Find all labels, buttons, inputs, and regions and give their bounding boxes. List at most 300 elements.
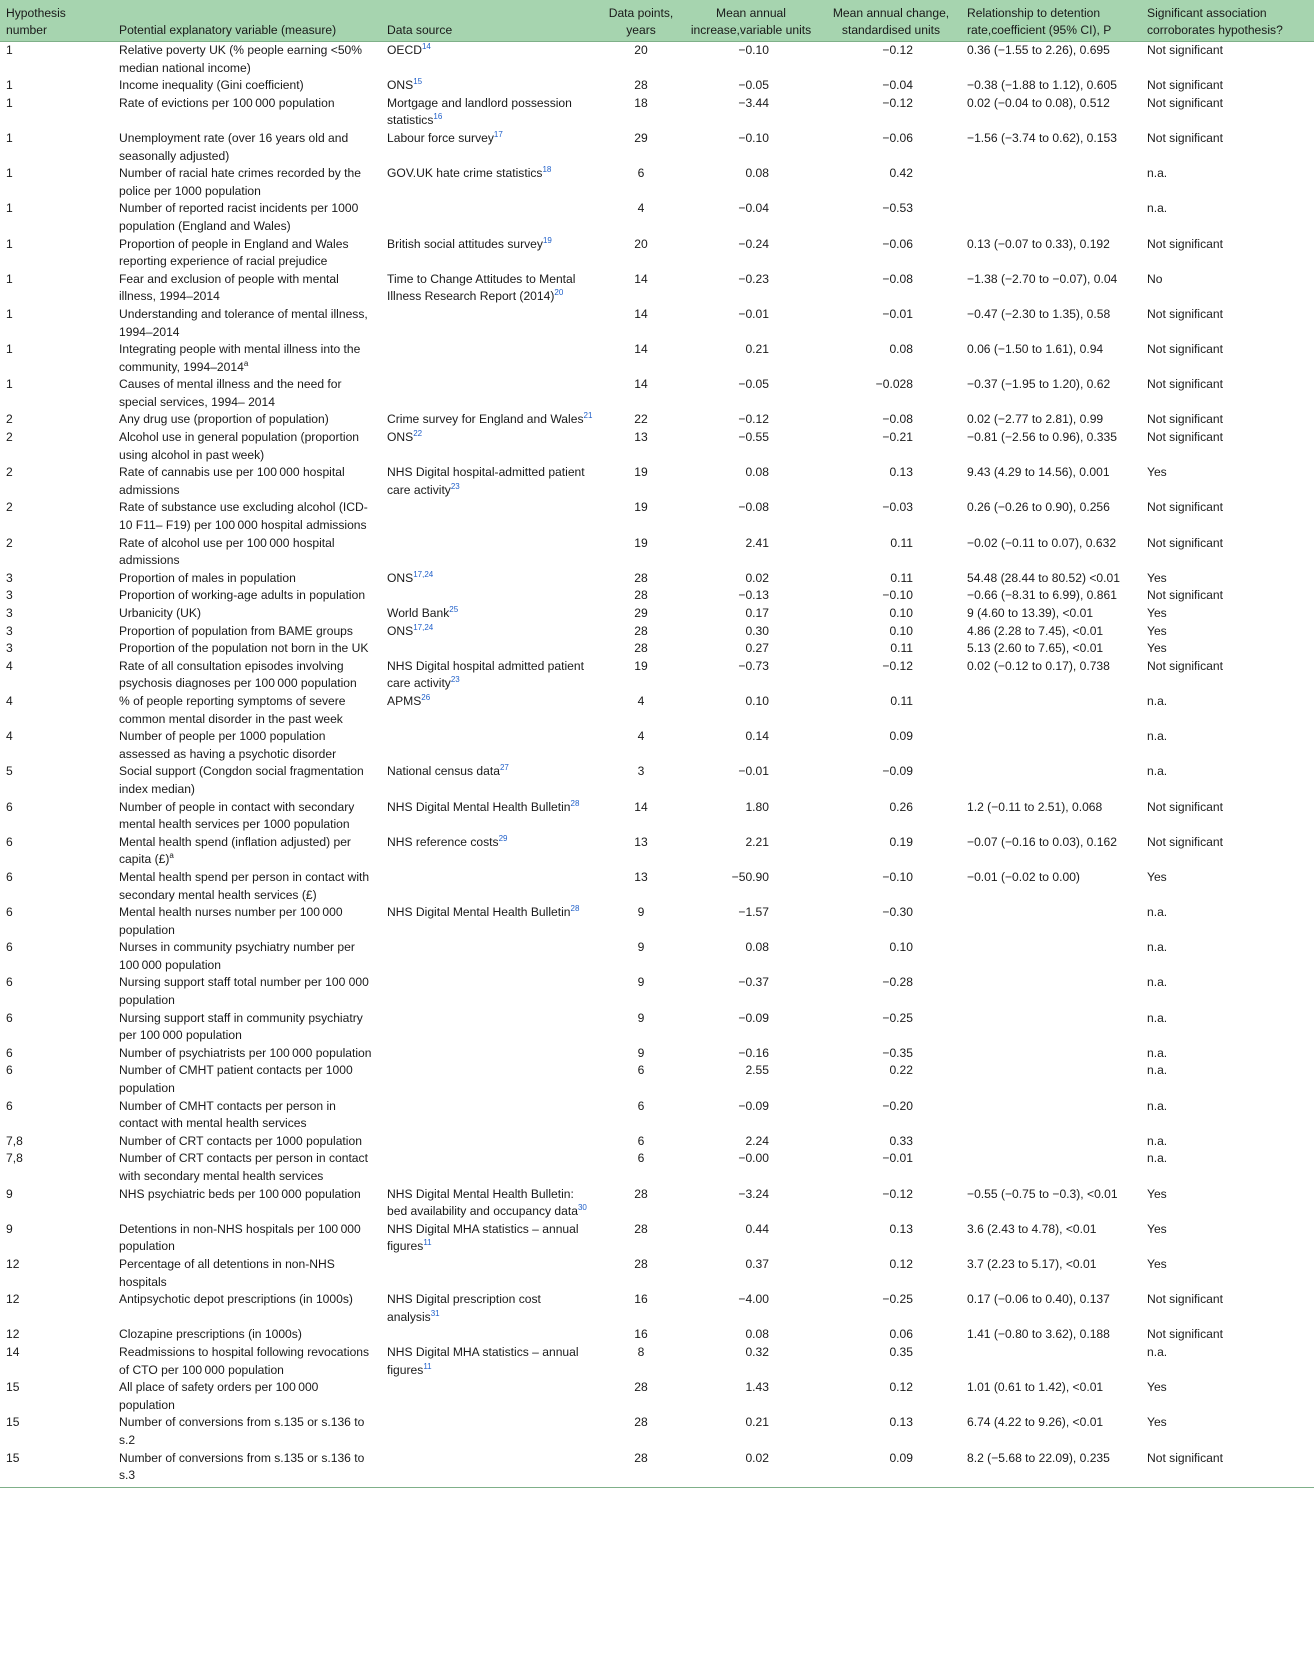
- header-mean-annual-increase: Mean annual increase,variable units: [681, 0, 821, 42]
- cell-variable: [113, 658, 381, 693]
- cell-significance: [1141, 499, 1314, 534]
- cell-data-points-text: 19: [634, 465, 648, 480]
- cell-mean-change-text: −0.35: [882, 1045, 913, 1060]
- table-row: [0, 904, 1314, 939]
- cell-significance: [1141, 728, 1314, 763]
- cell-significance-text: n.a.: [1147, 1045, 1168, 1060]
- cell-data-source-text: NHS Digital MHA statistics – annual figures: [387, 1221, 579, 1254]
- cell-mean-change: [821, 1062, 961, 1097]
- cell-relationship: [961, 1414, 1141, 1449]
- cell-significance-text: Not significant: [1147, 1327, 1223, 1342]
- header-data-points: Data points, years: [601, 0, 681, 42]
- cell-hypothesis: [0, 95, 113, 130]
- cell-data-source-text: ONS: [387, 570, 414, 585]
- cell-variable: [113, 1450, 381, 1488]
- cell-mean-increase: [681, 1186, 821, 1221]
- cell-data-source: [381, 306, 601, 341]
- cell-variable-text: Mental health spend (inflation adjusted) per capita (£): [119, 834, 351, 867]
- cell-relationship: [961, 306, 1141, 341]
- cell-variable-text: Understanding and tolerance of mental illness, 1994–2014: [119, 306, 368, 339]
- table-row: [0, 939, 1314, 974]
- cell-mean-increase: [681, 1291, 821, 1326]
- cell-variable-text: Number of CMHT patient contacts per 1000 population: [119, 1063, 353, 1096]
- cell-variable: [113, 535, 381, 570]
- cell-data-source: [381, 1344, 601, 1379]
- cell-data-points: [601, 236, 681, 271]
- table-row: [0, 1098, 1314, 1133]
- cell-data-source: [381, 693, 601, 728]
- cell-mean-change: [821, 1256, 961, 1291]
- cell-data-points: [601, 1186, 681, 1221]
- cell-mean-change: [821, 904, 961, 939]
- table-row: [0, 341, 1314, 376]
- cell-mean-change: [821, 236, 961, 271]
- cell-mean-change-text: 0.12: [889, 1256, 913, 1271]
- cell-data-points: [601, 939, 681, 974]
- cell-hypothesis: [0, 1062, 113, 1097]
- cell-data-points-text: 18: [634, 95, 648, 110]
- cell-significance-text: Not significant: [1147, 306, 1223, 321]
- cell-relationship: [961, 834, 1141, 869]
- cell-variable-text: Number of people in contact with secondary mental health services per 1000 population: [119, 799, 355, 832]
- cell-data-points: [601, 728, 681, 763]
- cell-data-source: [381, 77, 601, 95]
- cell-mean-increase: [681, 728, 821, 763]
- cell-mean-change-text: −0.08: [882, 412, 913, 427]
- cell-mean-increase: [681, 271, 821, 306]
- cell-variable: [113, 341, 381, 376]
- cell-mean-change: [821, 464, 961, 499]
- cell-variable-text: Integrating people with mental illness into the community, 1994–2014: [119, 342, 361, 374]
- cell-relationship-text: 3.6 (2.43 to 4.78), <0.01: [967, 1221, 1097, 1236]
- cell-mean-increase: [681, 1010, 821, 1045]
- cell-significance-text: n.a.: [1147, 905, 1168, 920]
- cell-mean-change: [821, 693, 961, 728]
- cell-data-source: [381, 165, 601, 200]
- cell-data-source: [381, 1062, 601, 1097]
- cell-variable-text: Income inequality (Gini coefficient): [119, 78, 304, 93]
- table-row: [0, 605, 1314, 623]
- cell-data-points-text: 28: [634, 1256, 648, 1271]
- cell-significance: [1141, 939, 1314, 974]
- cell-mean-increase: [681, 1045, 821, 1063]
- cell-mean-change-text: 0.11: [890, 693, 913, 708]
- cell-mean-increase-text: −0.09: [738, 1098, 769, 1113]
- cell-mean-increase-text: 0.32: [745, 1344, 769, 1359]
- cell-data-points-text: 28: [634, 78, 648, 93]
- cell-data-source: [381, 130, 601, 165]
- cell-significance-text: Yes: [1147, 570, 1167, 585]
- cell-data-points-text: 13: [634, 834, 648, 849]
- cell-significance-text: n.a.: [1147, 1010, 1168, 1025]
- cell-variable-text: Number of psychiatrists per 100 000 population: [119, 1045, 372, 1060]
- cell-data-points-text: 28: [634, 641, 648, 656]
- cell-relationship: [961, 1133, 1141, 1151]
- cell-mean-change-text: 0.12: [889, 1380, 913, 1395]
- cell-data-source-text: GOV.UK hate crime statistics: [387, 166, 543, 181]
- cell-significance-text: Not significant: [1147, 1450, 1223, 1465]
- cell-data-points: [601, 376, 681, 411]
- cell-relationship: [961, 271, 1141, 306]
- cell-data-points-text: 4: [637, 729, 645, 744]
- cell-mean-change-text: 0.09: [889, 729, 913, 744]
- cell-significance-text: n.a.: [1147, 693, 1168, 708]
- cell-hypothesis-text: 6: [6, 799, 13, 814]
- cell-hypothesis: [0, 799, 113, 834]
- cell-mean-change-text: 0.10: [889, 940, 913, 955]
- cell-variable: [113, 1291, 381, 1326]
- cell-relationship-text: 0.02 (−2.77 to 2.81), 0.99: [967, 412, 1104, 427]
- cell-relationship: [961, 728, 1141, 763]
- cell-hypothesis: [0, 1291, 113, 1326]
- cell-significance-text: n.a.: [1147, 1344, 1168, 1359]
- cell-significance: [1141, 1150, 1314, 1185]
- cell-data-points-text: 9: [637, 940, 645, 955]
- table-row: [0, 411, 1314, 429]
- cell-significance: [1141, 1133, 1314, 1151]
- reference-link[interactable]: 17: [493, 129, 503, 139]
- cell-relationship: [961, 200, 1141, 235]
- cell-significance: [1141, 130, 1314, 165]
- cell-mean-change-text: −0.12: [882, 658, 913, 673]
- cell-data-points-text: 29: [634, 130, 648, 145]
- cell-mean-change-text: 0.09: [889, 1450, 913, 1465]
- cell-variable: [113, 1150, 381, 1185]
- cell-relationship: [961, 77, 1141, 95]
- cell-variable-text: Readmissions to hospital following revocations of CTO per 100 000 population: [119, 1344, 370, 1377]
- cell-mean-increase-text: 0.08: [745, 166, 769, 181]
- cell-relationship-text: 1.01 (0.61 to 1.42), <0.01: [967, 1380, 1104, 1395]
- cell-mean-increase-text: −0.37: [738, 975, 769, 990]
- cell-mean-change: [821, 411, 961, 429]
- cell-mean-increase-text: −0.16: [738, 1045, 769, 1060]
- header-relationship-coefficient: [961, 0, 1141, 42]
- cell-data-source: [381, 1450, 601, 1488]
- cell-data-source: [381, 834, 601, 869]
- cell-data-points-text: 28: [634, 623, 648, 638]
- cell-significance-text: Yes: [1147, 1415, 1167, 1430]
- cell-relationship: [961, 130, 1141, 165]
- cell-significance: [1141, 376, 1314, 411]
- cell-data-points-text: 6: [637, 1151, 645, 1166]
- reference-link[interactable]: 21: [583, 411, 593, 421]
- cell-hypothesis: [0, 640, 113, 658]
- cell-relationship: [961, 904, 1141, 939]
- cell-data-source: [381, 535, 601, 570]
- cell-mean-increase: [681, 904, 821, 939]
- cell-relationship: [961, 42, 1141, 78]
- cell-significance: [1141, 306, 1314, 341]
- cell-data-source: [381, 1150, 601, 1185]
- cell-data-source: [381, 658, 601, 693]
- cell-significance: [1141, 1098, 1314, 1133]
- cell-mean-increase: [681, 605, 821, 623]
- cell-mean-change: [821, 376, 961, 411]
- cell-mean-change: [821, 587, 961, 605]
- table-body: [0, 42, 1314, 1488]
- cell-data-points-text: 20: [634, 236, 648, 251]
- cell-mean-increase-text: 0.30: [745, 623, 769, 638]
- cell-mean-change: [821, 658, 961, 693]
- cell-mean-change-text: 0.26: [889, 799, 913, 814]
- cell-hypothesis: [0, 1221, 113, 1256]
- cell-mean-change: [821, 1414, 961, 1449]
- cell-mean-increase-text: −0.73: [738, 658, 769, 673]
- cell-variable: [113, 411, 381, 429]
- cell-data-points: [601, 869, 681, 904]
- cell-data-source: [381, 95, 601, 130]
- reference-link[interactable]: 31: [430, 1308, 440, 1318]
- cell-hypothesis-text: 15: [6, 1380, 20, 1395]
- cell-significance: [1141, 605, 1314, 623]
- cell-hypothesis: [0, 429, 113, 464]
- cell-relationship: [961, 799, 1141, 834]
- cell-hypothesis-text: 6: [6, 834, 13, 849]
- cell-mean-change: [821, 200, 961, 235]
- cell-mean-change-text: 0.33: [889, 1133, 913, 1148]
- cell-data-source-text: NHS Digital hospital admitted patient care activity: [387, 658, 584, 691]
- cell-significance-text: Not significant: [1147, 95, 1223, 110]
- cell-data-source-text: World Bank: [387, 606, 450, 620]
- cell-relationship: [961, 640, 1141, 658]
- cell-relationship: [961, 411, 1141, 429]
- cell-data-points: [601, 974, 681, 1009]
- cell-hypothesis: [0, 1133, 113, 1151]
- reference-link[interactable]: 23: [450, 481, 460, 491]
- cell-mean-increase: [681, 1221, 821, 1256]
- cell-significance-text: Yes: [1147, 1186, 1167, 1201]
- cell-hypothesis-text: 2: [6, 465, 13, 480]
- cell-data-source: [381, 1291, 601, 1326]
- cell-mean-change: [821, 939, 961, 974]
- table-row: [0, 693, 1314, 728]
- cell-relationship-text: −0.66 (−8.31 to 6.99), 0.861: [967, 588, 1117, 603]
- cell-data-points: [601, 1450, 681, 1488]
- table-row: [0, 623, 1314, 641]
- cell-variable: [113, 1379, 381, 1414]
- cell-data-points: [601, 1098, 681, 1133]
- cell-hypothesis: [0, 763, 113, 798]
- reference-link[interactable]: 28: [570, 904, 580, 914]
- cell-mean-increase: [681, 130, 821, 165]
- cell-variable: [113, 200, 381, 235]
- cell-mean-increase-text: −0.24: [738, 236, 769, 251]
- cell-variable: [113, 236, 381, 271]
- cell-mean-change-text: −0.10: [882, 588, 913, 603]
- cell-mean-increase: [681, 499, 821, 534]
- cell-relationship-text: 9 (4.60 to 13.39), <0.01: [967, 606, 1094, 620]
- cell-data-source: [381, 411, 601, 429]
- cell-relationship: [961, 1062, 1141, 1097]
- cell-relationship-text: 0.26 (−0.26 to 0.90), 0.256: [967, 500, 1110, 515]
- cell-relationship: [961, 1291, 1141, 1326]
- cell-mean-increase: [681, 1344, 821, 1379]
- cell-data-points: [601, 1221, 681, 1256]
- cell-data-points: [601, 499, 681, 534]
- cell-hypothesis-text: 6: [6, 975, 13, 990]
- cell-mean-increase-text: −0.00: [738, 1151, 769, 1166]
- cell-relationship: [961, 763, 1141, 798]
- reference-link[interactable]: 22: [413, 429, 423, 439]
- cell-significance: [1141, 640, 1314, 658]
- cell-mean-increase: [681, 341, 821, 376]
- reference-link[interactable]: 17,24: [413, 569, 434, 579]
- cell-mean-increase-text: 0.02: [745, 570, 769, 585]
- table-row: [0, 1221, 1314, 1256]
- cell-hypothesis: [0, 1326, 113, 1344]
- cell-relationship: [961, 1010, 1141, 1045]
- cell-mean-change: [821, 429, 961, 464]
- cell-mean-increase: [681, 77, 821, 95]
- reference-link[interactable]: 25: [449, 605, 459, 614]
- reference-link[interactable]: 27: [499, 763, 509, 773]
- cell-mean-increase: [681, 165, 821, 200]
- cell-data-source: [381, 1221, 601, 1256]
- cell-hypothesis: [0, 623, 113, 641]
- cell-mean-increase-text: −0.09: [738, 1010, 769, 1025]
- cell-relationship-text: −0.55 (−0.75 to −0.3), <0.01: [967, 1186, 1118, 1201]
- cell-relationship-text: −0.47 (−2.30 to 1.35), 0.58: [967, 306, 1111, 321]
- cell-mean-change: [821, 165, 961, 200]
- cell-variable-text: Any drug use (proportion of population): [119, 412, 329, 427]
- reference-link[interactable]: 11: [423, 1238, 432, 1248]
- cell-mean-increase-text: −4.00: [738, 1292, 769, 1307]
- cell-variable: [113, 271, 381, 306]
- reference-link[interactable]: 23: [450, 675, 460, 685]
- cell-variable-text: Fear and exclusion of people with mental illness, 1994–2014: [119, 271, 339, 304]
- cell-data-points-text: 6: [637, 1098, 645, 1113]
- cell-mean-increase-text: 0.21: [745, 1415, 769, 1430]
- cell-mean-increase: [681, 306, 821, 341]
- cell-hypothesis: [0, 728, 113, 763]
- header-data-source: Data source: [381, 0, 601, 42]
- cell-relationship-text: 1.2 (−0.11 to 2.51), 0.068: [967, 799, 1103, 814]
- cell-hypothesis-text: 9: [6, 1221, 13, 1236]
- cell-mean-increase-text: −1.57: [738, 905, 769, 920]
- cell-data-points-text: 20: [634, 43, 648, 57]
- cell-hypothesis: [0, 587, 113, 605]
- cell-mean-change: [821, 42, 961, 78]
- cell-relationship: [961, 1379, 1141, 1414]
- cell-variable: [113, 623, 381, 641]
- reference-link[interactable]: 14: [421, 42, 431, 51]
- cell-relationship: [961, 658, 1141, 693]
- cell-variable-text: Antipsychotic depot prescriptions (in 1000s): [119, 1292, 353, 1307]
- cell-variable: [113, 974, 381, 1009]
- cell-relationship-text: 3.7 (2.23 to 5.17), <0.01: [967, 1256, 1097, 1271]
- cell-significance-text: Yes: [1147, 465, 1167, 480]
- cell-data-source-text: NHS Digital prescription cost analysis: [387, 1292, 541, 1324]
- reference-link[interactable]: 28: [570, 798, 580, 808]
- cell-mean-increase: [681, 200, 821, 235]
- reference-link[interactable]: 18: [542, 165, 552, 175]
- cell-data-source: [381, 1133, 601, 1151]
- cell-data-points: [601, 605, 681, 623]
- cell-mean-change: [821, 570, 961, 588]
- cell-hypothesis-text: 3: [6, 588, 13, 603]
- cell-significance-text: Not significant: [1147, 342, 1223, 357]
- cell-relationship-text: 9.43 (4.29 to 14.56), 0.001: [967, 465, 1110, 480]
- cell-hypothesis-text: 15: [6, 1450, 20, 1465]
- cell-hypothesis: [0, 130, 113, 165]
- cell-data-source-text: National census data: [387, 764, 500, 779]
- cell-variable-text: Rate of cannabis use per 100 000 hospital admissions: [119, 465, 345, 497]
- cell-mean-change: [821, 640, 961, 658]
- cell-variable: [113, 165, 381, 200]
- cell-significance-text: Not significant: [1147, 130, 1223, 145]
- cell-mean-increase-text: 2.21: [745, 834, 769, 849]
- cell-data-points-text: 9: [637, 905, 645, 920]
- cell-hypothesis: [0, 306, 113, 341]
- cell-mean-increase: [681, 1256, 821, 1291]
- reference-link[interactable]: 17,24: [413, 622, 434, 632]
- cell-hypothesis: [0, 1186, 113, 1221]
- cell-data-source-text: NHS Digital Mental Health Bulletin: [387, 905, 571, 920]
- cell-significance-text: Yes: [1147, 869, 1167, 884]
- cell-relationship: [961, 95, 1141, 130]
- cell-data-points-text: 19: [634, 535, 648, 550]
- cell-mean-change: [821, 499, 961, 534]
- cell-significance-text: Not significant: [1147, 535, 1223, 550]
- reference-link[interactable]: 30: [577, 1203, 587, 1213]
- cell-data-points-text: 22: [634, 412, 648, 427]
- cell-data-source: [381, 236, 601, 271]
- cell-significance: [1141, 429, 1314, 464]
- reference-link[interactable]: 29: [498, 833, 508, 843]
- cell-hypothesis: [0, 1450, 113, 1488]
- cell-hypothesis: [0, 200, 113, 235]
- reference-link[interactable]: 16: [433, 112, 443, 122]
- cell-significance: [1141, 1291, 1314, 1326]
- reference-link[interactable]: 20: [554, 288, 564, 298]
- cell-hypothesis-text: 6: [6, 1010, 13, 1025]
- cell-mean-increase-text: 0.08: [745, 465, 769, 480]
- table-row: [0, 1010, 1314, 1045]
- cell-mean-change-text: −0.12: [882, 43, 913, 57]
- cell-mean-increase: [681, 535, 821, 570]
- cell-mean-increase-text: −0.13: [738, 588, 769, 603]
- cell-mean-change-text: −0.21: [882, 430, 913, 445]
- cell-mean-change-text: −0.09: [882, 764, 913, 779]
- cell-hypothesis-text: 1: [6, 342, 13, 357]
- cell-hypothesis: [0, 411, 113, 429]
- cell-data-points: [601, 411, 681, 429]
- cell-significance-text: Yes: [1147, 623, 1167, 638]
- cell-variable-text: Mental health spend per person in contact with secondary mental health services (£): [119, 869, 370, 902]
- table-row: [0, 1450, 1314, 1488]
- cell-significance: [1141, 623, 1314, 641]
- cell-data-points: [601, 1045, 681, 1063]
- cell-mean-change-text: −0.04: [882, 78, 913, 93]
- cell-variable: [113, 693, 381, 728]
- cell-relationship: [961, 499, 1141, 534]
- reference-link[interactable]: 19: [542, 235, 552, 245]
- reference-link[interactable]: 26: [421, 692, 431, 702]
- reference-link[interactable]: 11: [423, 1361, 432, 1371]
- cell-significance-text: n.a.: [1147, 1151, 1168, 1166]
- cell-relationship: [961, 623, 1141, 641]
- cell-hypothesis-text: 5: [6, 764, 13, 779]
- cell-data-source: [381, 605, 601, 623]
- cell-data-source-text: ONS: [387, 78, 414, 93]
- table-row: [0, 95, 1314, 130]
- reference-link[interactable]: 15: [413, 77, 423, 87]
- cell-significance: [1141, 763, 1314, 798]
- cell-data-points: [601, 834, 681, 869]
- cell-mean-change-text: −0.01: [882, 1151, 913, 1166]
- cell-data-points-text: 28: [634, 588, 648, 603]
- cell-mean-increase: [681, 623, 821, 641]
